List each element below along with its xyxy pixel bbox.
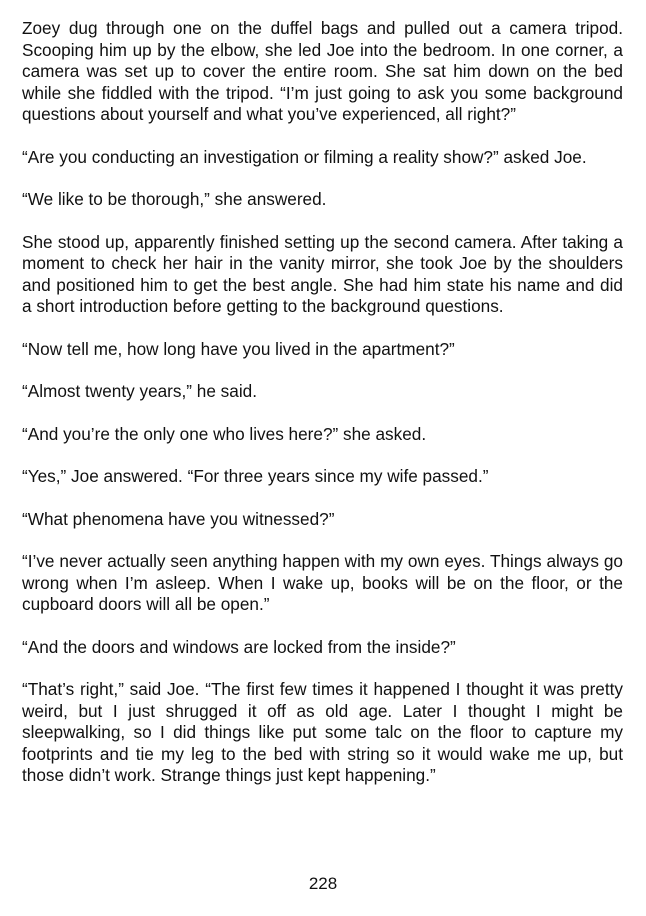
- paragraph: Zoey dug through one on the duffel bags and pulled out a camera tripod. Scooping him up by the elbow, she led Joe into the bedroom. In one corner, a camera was set up to cover the entire room. She sat him down on the bed while she fiddled with the tripod. “I’m just going to ask you some background questions about yourself and what you’ve experienced, all right?”: [22, 18, 623, 124]
- paragraph: “And you’re the only one who lives here?” she asked.: [22, 423, 427, 444]
- paragraph: “Yes,” Joe answered. “For three years since my wife passed.”: [22, 466, 489, 486]
- paragraph: “And the doors and windows are locked from the inside?”: [22, 636, 456, 657]
- paragraph: “Are you conducting an investigation or filming a reality show?” asked Joe.: [22, 146, 587, 167]
- paragraph: “I’ve never actually seen anything happen with my own eyes. Things always go wrong when I’m asleep. When I wake up, books will be on the floor, or the cupboard doors will all be open.”: [22, 551, 623, 614]
- page-number: 228: [308, 874, 338, 893]
- paragraph: “We like to be thorough,” she answered.: [22, 189, 327, 209]
- paragraph: She stood up, apparently finished setting up the second camera. After taking a moment to check her hair in the vanity mirror, she took Joe by the shoulders and positioned him to get the best angle. She had him state his name and did a short introduction before getting to the background questions.: [22, 231, 623, 316]
- paragraph: “Now tell me, how long have you lived in the apartment?”: [22, 338, 455, 359]
- page-body: [22, 18, 623, 808]
- paragraph: “Almost twenty years,” he said.: [22, 381, 257, 401]
- paragraph: “That’s right,” said Joe. “The first few times it happened I thought it was pretty weird, but I just shrugged it off as old age. Later I thought I might be sleepwalking, so I did things like put some talc on the floor to capture my footprints and tie my leg to the bed with string so it would wake me up, but those didn’t work. Strange things just kept happening.”: [22, 679, 623, 785]
- paragraph: “What phenomena have you witnessed?”: [22, 508, 335, 529]
